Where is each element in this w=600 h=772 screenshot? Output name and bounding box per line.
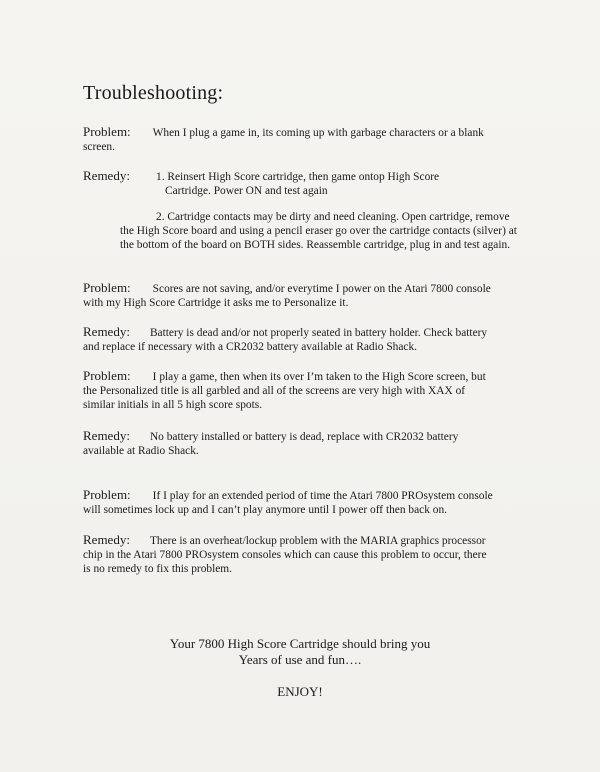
closing-enjoy: ENJOY! bbox=[277, 684, 323, 699]
problem-text: When I plug a game in, its coming up with garbage characters or a blank bbox=[152, 127, 484, 139]
remedy-step-1: 1. Reinsert High Score cartridge, then game ontop High Score Cartridge. Power ON and test again bbox=[156, 171, 440, 197]
problem-2: Problem: Scores are not saving, and/or everytime I power on the Atari 7800 console with my High Score Cartridge it asks me to Personalize it. bbox=[83, 280, 491, 309]
remedy-step-2: 2. Cartridge contacts may be dirty and need cleaning. Open cartridge, remove the High Score board and using a pencil eraser go over the cartridge contacts (silver) at the bottom of the board on BOTH sides. Reassemble cartridge, plug in and test again. bbox=[120, 211, 517, 251]
remedy-3: Remedy: No battery installed or battery is dead, replace with CR2032 battery available at Radio Shack. bbox=[83, 428, 459, 457]
remedy-2: Remedy: Battery is dead and/or not properly seated in battery holder. Check battery and replace if necessary with a CR2032 battery available at Radio Shack. bbox=[83, 324, 488, 353]
remedy-4: Remedy: There is an overheat/lockup problem with the MARIA graphics processor chip in the Atari 7800 PROsystem consoles which can cause this problem to occur, there is no remedy to fix this problem. bbox=[83, 532, 487, 575]
problem-4: Problem: If I play for an extended period of time the Atari 7800 PROsystem console will sometimes lock up and I can’t play anymore until I power off then back on. bbox=[83, 487, 493, 516]
problem-text-cont: screen. bbox=[83, 141, 115, 153]
problem-3: Problem: I play a game, then when its over I’m taken to the High Score screen, but the Personalized title is all garbled and all of the screens are very high with XAX of similar initials in all 5 high score spots. bbox=[83, 368, 486, 411]
problem-1 bbox=[83, 125, 523, 154]
remedy-label: Remedy: bbox=[83, 168, 130, 183]
page-title: Troubleshooting: bbox=[83, 82, 224, 104]
problem-label: Problem: bbox=[83, 124, 131, 139]
closing-message: Your 7800 High Score Cartridge should bring you Years of use and fun…. bbox=[169, 636, 431, 667]
